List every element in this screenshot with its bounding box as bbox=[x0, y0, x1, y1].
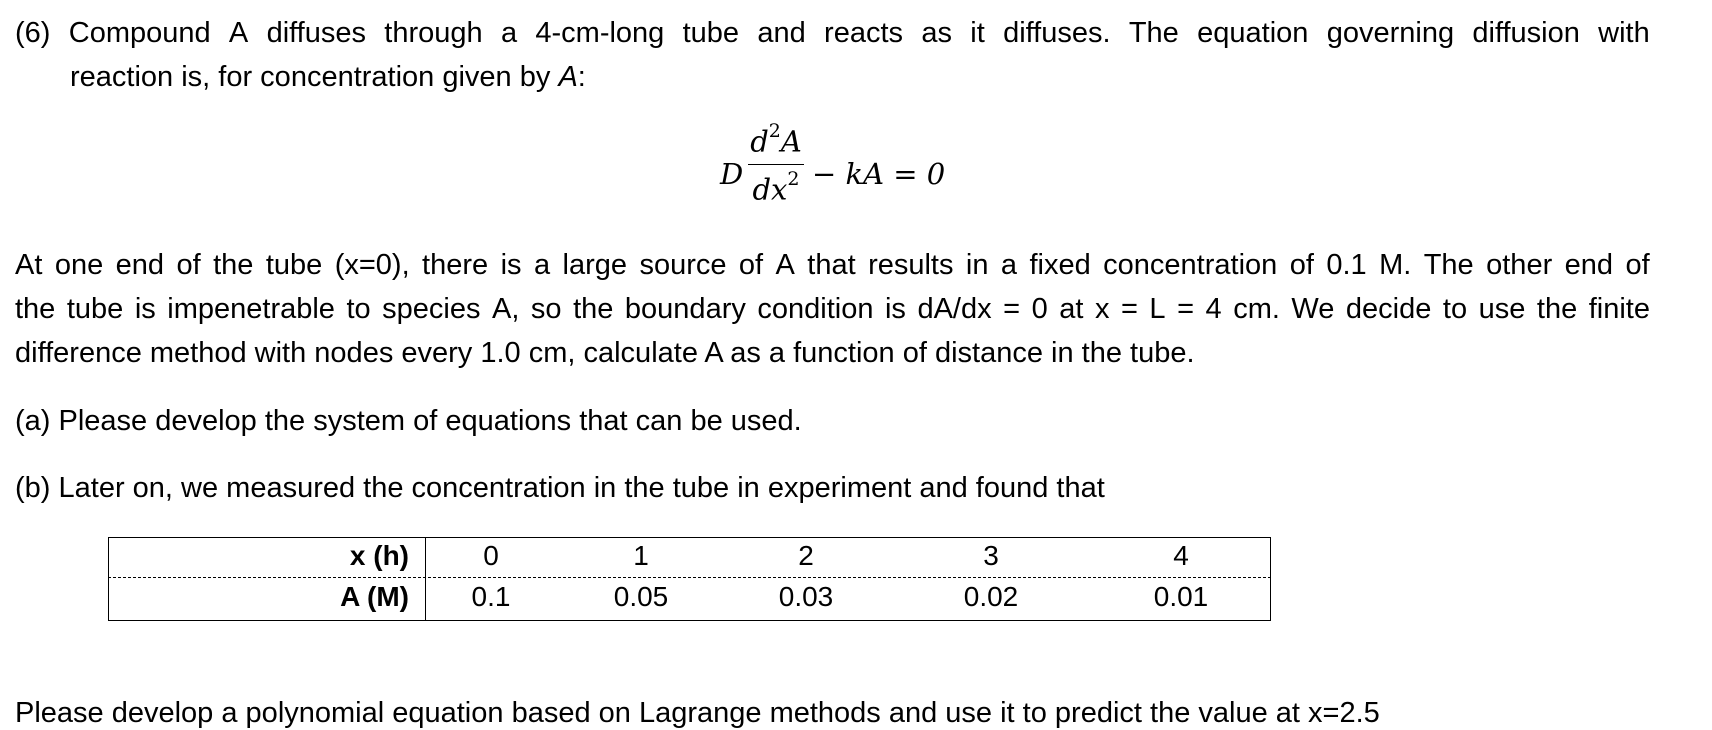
equation-remainder: − kA = 0 bbox=[812, 157, 946, 191]
part-a-question: (a) Please develop the system of equations that can be used. bbox=[15, 405, 802, 437]
word: (6) bbox=[15, 17, 51, 49]
word: concentration bbox=[1103, 249, 1278, 281]
word: it bbox=[970, 17, 985, 49]
word: A bbox=[775, 249, 795, 281]
word: M. bbox=[1379, 249, 1412, 281]
word: a bbox=[1000, 249, 1018, 281]
word: species bbox=[382, 293, 481, 325]
word: At bbox=[15, 249, 43, 281]
word: through bbox=[384, 17, 483, 49]
word: 0.1 bbox=[1326, 249, 1367, 281]
word: one bbox=[54, 249, 104, 281]
concentration-variable: A bbox=[558, 61, 578, 93]
word: of bbox=[1289, 249, 1314, 281]
word: diffusion bbox=[1472, 17, 1580, 49]
word: the bbox=[1536, 293, 1578, 325]
equation-D: D bbox=[720, 157, 744, 191]
numerator-d: d bbox=[750, 124, 769, 159]
word: impenetrable bbox=[167, 293, 335, 325]
word: cm. bbox=[1233, 293, 1280, 325]
a-value-cell: 0.1 bbox=[471, 581, 511, 612]
word: to bbox=[346, 293, 371, 325]
word: of bbox=[176, 249, 201, 281]
paragraph-line-1 bbox=[15, 248, 1650, 282]
word: condition bbox=[757, 293, 874, 325]
word: governing bbox=[1326, 17, 1455, 49]
fraction-denominator bbox=[748, 168, 804, 207]
word: other bbox=[1486, 249, 1553, 281]
word: finite bbox=[1588, 293, 1650, 325]
word: dA/dx bbox=[917, 293, 992, 325]
x-value-cell: 1 bbox=[633, 540, 649, 571]
word: diffuses bbox=[266, 17, 366, 49]
word: (x=0), bbox=[334, 249, 410, 281]
word: decide bbox=[1345, 293, 1432, 325]
x-value-cell: 2 bbox=[798, 540, 814, 571]
word: source bbox=[639, 249, 727, 281]
word: large bbox=[562, 249, 628, 281]
fraction-numerator bbox=[748, 120, 804, 159]
word: The bbox=[1423, 249, 1474, 281]
row-divider bbox=[108, 577, 1271, 578]
word: 0 bbox=[1031, 293, 1048, 325]
word: L bbox=[1149, 293, 1166, 325]
word: use bbox=[1478, 293, 1526, 325]
a-value-cell: 0.03 bbox=[778, 581, 834, 612]
word: We bbox=[1291, 293, 1335, 325]
word: = bbox=[1003, 293, 1021, 325]
word: in bbox=[965, 249, 989, 281]
word: A bbox=[228, 17, 249, 49]
word: end bbox=[1564, 249, 1614, 281]
word: 4 bbox=[1205, 293, 1222, 325]
x-value-cell: 3 bbox=[983, 540, 999, 571]
word: of bbox=[1625, 249, 1650, 281]
word: tube bbox=[265, 249, 323, 281]
header-divider bbox=[425, 538, 426, 620]
denominator-dx: dx bbox=[752, 172, 788, 207]
word: to bbox=[1442, 293, 1468, 325]
word: fixed bbox=[1029, 249, 1091, 281]
word: the bbox=[573, 293, 614, 325]
word: with bbox=[1598, 17, 1650, 49]
numerator-exponent: 2 bbox=[768, 120, 781, 142]
word: results bbox=[868, 249, 954, 281]
word: is bbox=[500, 249, 522, 281]
row-header-x: x (h) bbox=[349, 540, 409, 571]
row-header-a: A (M) bbox=[340, 581, 409, 612]
a-value-cell: 0.01 bbox=[1153, 581, 1209, 612]
word: reacts bbox=[824, 17, 904, 49]
word: equation bbox=[1197, 17, 1309, 49]
word: at bbox=[1059, 293, 1084, 325]
word: and bbox=[757, 17, 806, 49]
paragraph-line-2 bbox=[15, 292, 1650, 326]
word: boundary bbox=[624, 293, 746, 325]
word: tube bbox=[66, 293, 124, 325]
word: Compound bbox=[68, 17, 211, 49]
word: 4-cm-long bbox=[535, 17, 665, 49]
word: = bbox=[1177, 293, 1195, 325]
word: end bbox=[115, 249, 165, 281]
word: the bbox=[15, 293, 56, 325]
word: there bbox=[422, 249, 489, 281]
word: as bbox=[921, 17, 952, 49]
x-value-cell: 0 bbox=[483, 540, 499, 571]
problem-line-1 bbox=[15, 16, 1650, 50]
denominator-exponent: 2 bbox=[787, 168, 800, 190]
word: of bbox=[738, 249, 764, 281]
word: is bbox=[884, 293, 906, 325]
word: is bbox=[134, 293, 156, 325]
word: that bbox=[807, 249, 856, 281]
problem-line-2-text: reaction is, for concentration given by bbox=[70, 61, 559, 93]
a-value-cell: 0.05 bbox=[613, 581, 669, 612]
word: = bbox=[1120, 293, 1138, 325]
final-question: Please develop a polynomial equation based on Lagrange methods and use it to predict the value at x=2.5 bbox=[15, 697, 1380, 729]
x-value-cell: 4 bbox=[1173, 540, 1189, 571]
word: x bbox=[1094, 293, 1110, 325]
word: diffuses. bbox=[1003, 17, 1111, 49]
a-value-cell: 0.02 bbox=[963, 581, 1019, 612]
colon: : bbox=[577, 61, 586, 93]
word: A, bbox=[492, 293, 520, 325]
measurement-table bbox=[108, 537, 1271, 621]
word: the bbox=[213, 249, 254, 281]
word: so bbox=[530, 293, 562, 325]
paragraph-line-3: difference method with nodes every 1.0 cm, calculate A as a function of distance in the tube. bbox=[15, 337, 1195, 369]
fraction-bar bbox=[748, 164, 804, 165]
word: tube bbox=[682, 17, 740, 49]
word: a bbox=[533, 249, 551, 281]
word: The bbox=[1128, 17, 1179, 49]
problem-line-2 bbox=[70, 60, 586, 94]
numerator-A: A bbox=[780, 124, 802, 159]
word: a bbox=[500, 17, 518, 49]
part-b-question: (b) Later on, we measured the concentration in the tube in experiment and found that bbox=[15, 472, 1105, 504]
